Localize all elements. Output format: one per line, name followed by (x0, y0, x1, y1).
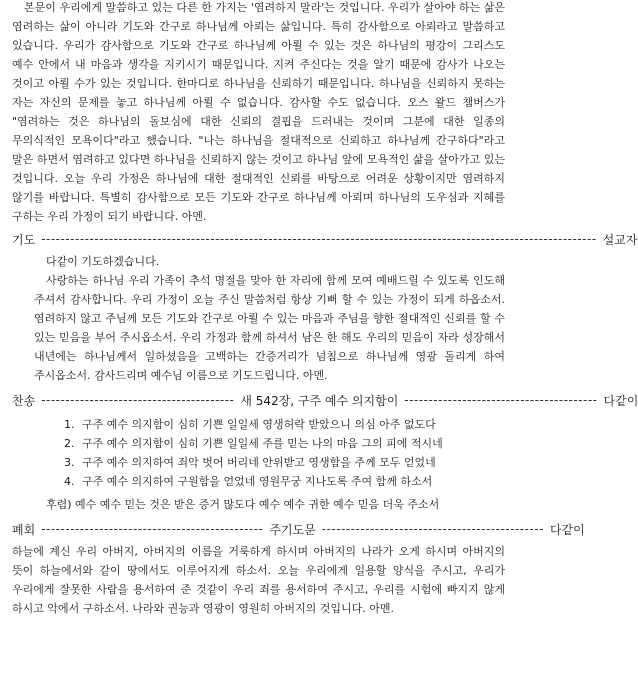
dashed-divider: ------------------------------------------------------------------------------------------------------------------- (41, 232, 597, 246)
hymn-verse: 3. 구주 예수 의지하여 죄악 벗어 버리네 안위받고 영생함을 주께 모두 얻었네 (78, 453, 505, 472)
hymn-title: 새 542장, 구주 예수 의지함이 (240, 393, 399, 408)
hymn-verse: 2. 구주 예수 의지함이 심히 기쁜 일일세 주를 믿는 나의 마음 그의 피에 적시네 (78, 434, 505, 453)
hymn-heading (12, 389, 638, 411)
hymn-verse: 1. 구주 예수 의지함이 심히 기쁜 일일세 영생허락 받았으니 의심 아주 없도다 (78, 415, 505, 434)
dashed-divider: ---------------------------------------------- (321, 522, 544, 536)
prayer-opening: 다같이 기도하겠습니다. (46, 255, 160, 268)
closing-label: 폐 회 (12, 522, 36, 537)
prayer-heading (12, 228, 638, 250)
prayer-label: 기 도 (12, 232, 36, 247)
hymn-title-row (41, 392, 597, 409)
lords-prayer-text: 하늘에 계신 우리 아버지, 아버지의 이름을 거룩하게 하시며 아버지의 나라가 오게 하시며 아버지의 뜻이 하늘에서와 같이 땅에서도 이루어지게 하소서. 오늘 우리에게 일용할 양식을 주시고, 우리가 우리에게 잘못한 사람을 용서하여 준 것같이 우리 죄를 용서하여 주시고, 우리를 시험에 빠지지 않게 하시고 악에서 구하소서. 나라와 권능과 영광이 영원히 아버지의 것입니다. 아멘. (12, 545, 505, 615)
hymn-participants: 다 같 이 (603, 393, 638, 408)
prayer-body: 사랑하는 하나님 우리 가족이 추석 명절을 맞아 한 자리에 함께 모여 예배드릴 수 있도록 인도해 주셔서 감사합니다. 우리 가정이 오늘 주신 말씀처럼 항상 기뻐 할 수 있는 가정이 되게 하옵소서. 염려하지 않고 주님께 모든 기도와 간구로 아뢸 수 있는 마음과 주님을 향한 절대적인 신뢰를 할 수 있는 믿음을 부어 주시옵소서. 우리 가정과 함께 하셔서 남은 한 해도 우리의 믿음이 자라 성장해서 내년에는 하나님께서 일하셨음을 고백하는 간증거리가 넘침으로 하나님께 영광 돌리게 하여 주시옵소서. 감사드리며 예수님 이름으로 기도드립니다. 아멘. (34, 274, 505, 382)
closing-heading (12, 518, 585, 540)
prayer-leader: 설 교 자 (602, 232, 638, 247)
hymn-verses (12, 415, 505, 491)
closing-title: 주기도문 (269, 522, 316, 537)
sermon-conclusion: 본문이 우리에게 말씀하고 있는 다른 한 가지는 '염려하지 말라'는 것입니다. 우리가 살아야 하는 삶은 염려하는 삶이 아니라 기도와 간구로 하나님께 아뢰는 삶입니다. 특히 감사함으로 아뢰라고 말씀하고 있습니다. 우리가 감사함으로 기도와 간구로 하나님께 아뢸 수 있는 것은 하나님의 평강이 그리스도 예수 안에서 내 마음과 생각을 지키시기 때문입니다. 지켜 주신다는 것을 알기 때문에 감사가 나오는 것이고 아뢸 수가 있는 것입니다. 한마디로 하나님을 신뢰하기 때문입니다. 하나님을 신뢰하지 못하는 자는 자신의 문제를 놓고 하나님께 아뢸 수 없습니다. 감사할 수도 없습니다. 오스 왈드 챔버스가 "염려하는 것은 하나님의 돌보심에 대한 신뢰의 결핍을 드러내는 것이며 그분에 대한 일종의 무의식적인 모욕이다"라고 했습니다. "나는 하나님을 절대적으로 신뢰하고 하나님께 간구하다"라고 말은 하면서 염려하고 있다면 하나님을 신뢰하지 않는 것이고 하나님 앞에 모욕적인 삶을 살아가고 있는 것입니다. 오늘 우리 가정은 하나님에 대한 절대적인 신뢰를 바탕으로 어려운 상황이지만 염려하지 않기를 바랍니다. 특별히 감사함으로 모든 기도와 간구로 하나님께 아뢰며 하나님의 도우심과 지혜를 구하는 우리 가정이 되기 바랍니다. 아멘. (12, 1, 505, 223)
closing-participants: 다 같 이 (549, 522, 585, 537)
hymn-label: 찬 송 (12, 393, 36, 408)
hymn-verse: 4. 구주 예수 의지하여 구원함을 얻었네 영원무궁 지나도록 주여 함께 하소서 (78, 472, 505, 491)
dashed-divider: ---------------------------------------------- (41, 522, 264, 536)
hymn-refrain: 후렴) 예수 예수 믿는 것은 받은 증거 많도다 예수 예수 귀한 예수 믿음 더욱 주소서 (46, 498, 440, 511)
dashed-divider: ---------------------------------------- (404, 393, 598, 407)
dashed-divider: ---------------------------------------- (41, 393, 235, 407)
closing-title-row (41, 521, 544, 538)
